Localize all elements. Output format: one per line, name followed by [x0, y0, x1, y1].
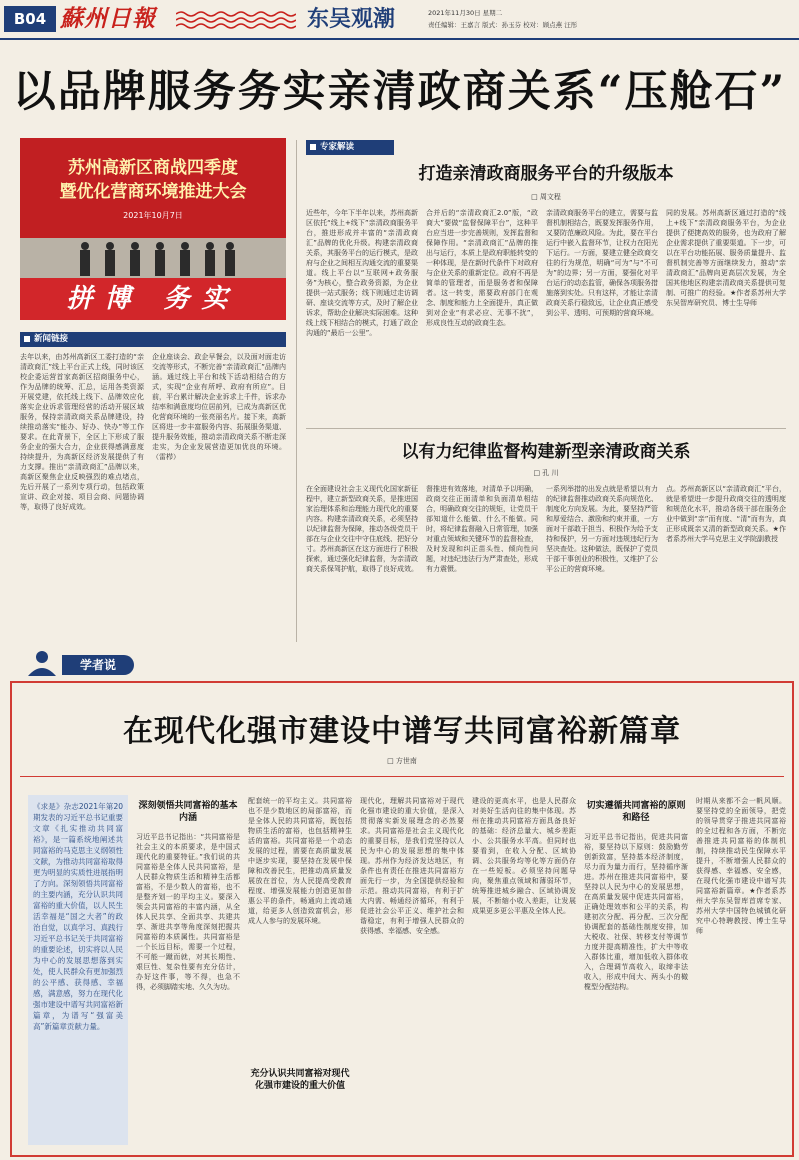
scholar-byline: □ 方世南 [387, 757, 417, 765]
top-rule [0, 38, 799, 40]
paper-logo: 蘇州日報 [60, 5, 156, 32]
photo-title-line1: 苏州高新区商战四季度 [68, 158, 238, 178]
article2-col4: 点。苏州高新区以“亲清政商汇”平台，就是希望进一步提升政商交往的透明度和规范化水平，推动各级干部在服务企业中做到“亲”而有度、“清”而有为，真正形成既亲又清的新型政商关系。★作者系苏州大学马克思主义学院副教授 [666, 485, 786, 543]
section-name: 东吴观潮 [307, 6, 396, 32]
article1-col3: 亲清政商服务平台的建立，需要与监督机制相结合，既要发挥服务作用，又要防范廉政风险。为此，要在平台运行中嵌入监督环节，让权力在阳光下运行。一方面，要建立健全政商交往的行为规范，明确“可为”与“不可为”的边界；另一方面，要强化对平台运行的动态监管，确保各项服务措施落到实处。只有这样，才能让亲清政商关系行稳致远，让企业真正感受到公平、透明、可预期的营商环境。 [546, 209, 658, 317]
col1-heading: 深刻领悟共同富裕的基本内涵 [138, 801, 238, 823]
scholar-headline: 在现代化强市建设中谱写共同富裕新篇章 [123, 714, 681, 749]
scholar-col6: 时期从来都不会一帆风顺。要坚持党的全面领导，把党的领导贯穿于推进共同富裕的全过程和各方面，不断完善推进共同富裕的体制机制，持续推动民生保障水平提升，不断增强人民群众的获得感、幸福感、安全感，在现代化强市建设中谱写共同富裕新篇章。★作者系苏州大学东吴智库首席专家、苏州大学中国特色城镇化研究中心特聘教授、博士生导师 [696, 797, 786, 935]
scholar-col5: 习近平总书记指出，促进共同富裕，要坚持以下原则：鼓励勤劳创新致富，坚持基本经济制度，尽力而为量力而行，坚持循序渐进。苏州在推进共同富裕中，要坚持以人民为中心的发展思想，在高质量发展中促进共同富裕，正确处理效率和公平的关系，构建初次分配、再分配、三次分配协调配套的基础性制度安排，加大税收、社保、转移支付等调节力度并提高精准性，扩大中等收入群体比重，增加低收入群体收入，合理调节高收入，取缔非法收入，形成中间大、两头小的橄榄型分配结构。 [584, 833, 688, 991]
news-link-body-col2: 企业座谈会、政企早餐会，以及面对面走访交流等形式，不断完善“亲清政商汇”品牌内涵。通过线上平台和线下活动相结合的方式，实现“企业有所呼、政府有所应”。目前，平台累计解决企业诉求上千件，诉求办结率和满意度均位居前列，已成为高新区优化营商环境的一张亮丽名片。接下来，高新区将进一步丰富服务内容、拓展服务渠道、提升服务效能，推动亲清政商关系不断走深走实，为企业发展营造更加优良的环境。（雷栉） [152, 353, 286, 461]
photo-slogan: 拼博 务实 [66, 284, 240, 314]
staff-line: 责任编辑：王嘉言 版式：孙玉芬 校对：顾点燕 汪彤 [428, 21, 578, 29]
summary-text: 《求是》杂志2021年第20期发表的习近平总书记重要文章《扎实推动共同富裕》，是一篇系统地阐述共同富裕的马克思主义纲领性文献，为推动共同富裕取得更为明显的实质性进展指明了方向。深刻领悟共同富裕的主要内涵，充分认识共同富裕的重大价值，以人民生活幸福是“国之大者”的政治自觉，以真学习、真践行习近平总书记关于共同富裕的重要论述，切实将以人民为中心的发展思想落到实处，使人民群众有更加强烈的公平感、获得感、幸福感，满意感，努力在现代化强市建设中谱写共同富裕新篇章，为谱写“强富美高”新篇章贡献力量。 [33, 802, 123, 1031]
wave-ornament-icon [176, 8, 296, 32]
column-divider [296, 140, 297, 642]
page-code: B04 [4, 6, 56, 32]
main-headline: 以品牌服务务实亲清政商关系“压舱石” [12, 67, 787, 117]
scholar-col3: 现代化，理解共同富裕对于现代化强市建设的重大价值，是深入贯彻落实新发展理念的必然要求。共同富裕是社会主义现代化的重要目标，是我们党坚持以人民为中心的发展思想的集中体现。苏州作为经济发达地区，有条件也有责任在推进共同富裕方面先行一步，为全国提供经验和示范。推动共同富裕，有利于扩大内需、畅通经济循环，有利于促进社会公平正义、维护社会和谐稳定，有利于增强人民群众的获得感、幸福感、安全感。 [360, 797, 464, 935]
event-photo [20, 138, 286, 320]
scholar-rule [20, 776, 784, 777]
people-silhouette-icon [70, 238, 240, 278]
scholar-col1: 习近平总书记指出：“共同富裕是社会主义的本质要求，是中国式现代化的重要特征。”我们说的共同富裕是全体人民共同富裕，是人民群众物质生活和精神生活都富裕，不是少数人的富裕，也不是整齐划一的平均主义。要深入领会共同富裕的丰富内涵，从全体人民共享、全面共享、共建共享、渐进共享等角度深刻把握共同富裕的本质属性。共同富裕是一个长远目标，需要一个过程，不可能一蹴而就，对其长期性、艰巨性、复杂性要有充分估计，办好这件事，等不得，也急不得，必须脚踏实地、久久为功。 [136, 833, 240, 991]
article1-col1: 近些年，今年下半年以来，苏州高新区依托“线上+线下”亲清政商服务平台，推进形成并丰富的“亲清政商汇”品牌的优化升级。构建亲清政商关系，其服务平台的运行模式，是政府与企业之间相互沟通交流的重要渠道。线上平台以“互联网+政务服务”为核心，整合政务资源，为企业提供一站式服务；线下则通过走访调研、座谈交流等方式，及时了解企业诉求，帮助企业解决实际困难。这种线上线下相结合的模式，打通了政企沟通的“最后一公里”。 [306, 209, 418, 337]
article1-col4: 同的发展。苏州高新区通过打造的“线上+线下”亲清政商服务平台，为企业提供了便捷高效的服务，也为政府了解企业需求提供了重要渠道。下一步，可以在平台功能拓展、服务质量提升、监督机制完善等方面继续发力，推动“亲清政商汇”品牌向更高层次发展，为全国其他地区构建亲清政商关系提供可复制、可推广的经验。★作者系苏州大学东吴智库研究员、博士生导师 [666, 209, 786, 307]
date-line: 2021年11月30日 星期二 [428, 9, 503, 17]
article1-title: 打造亲清政商服务平台的升级版本 [418, 164, 674, 184]
section-divider [306, 428, 786, 429]
news-link-body-col1: 去年以来，由苏州高新区工委打造的“亲清政商汇”线上平台正式上线，同时该区校企委运营首家高新区招商服务中心，作为品牌的统筹、汇总，运用各类资源开展党建，依托线上线下、品牌效应化落实企业诉求管理经营的活动开展区域服务，保持亲清政商关系品牌建设，持续推动落实“能办、好办、快办”等工作要求。在此背景下，全区上下形成了服务企业的强大合力，企业获得感满意度持续提升，为高新区经济发展提供了有力支撑。推出“亲清政商汇”品牌以来，高新区聚焦企业反映强烈的难点堵点，先后开展了一系列专项行动，包括政策宣讲、政企对接、项目会商、问题协调等，取得了良好成效。 [20, 353, 144, 511]
article2-byline: □ 孔 川 [533, 469, 559, 477]
photo-title-line2: 暨优化营商环境推进大会 [59, 182, 247, 202]
summary-box [28, 795, 128, 1145]
article1-byline: □ 周文程 [531, 193, 561, 201]
scholar-col2: 配套统一的平均主义。共同富裕也不是少数地区的局部富裕，而是全体人民的共同富裕，既包括物质生活的富裕，也包括精神生活的富裕。共同富裕是一个动态发展的过程，需要在高质量发展中逐步实现，要坚持在发展中保障和改善民生，把推动高质量发展放在首位，为人民提高受教育程度、增强发展能力创造更加普惠公平的条件，畅通向上流动通道，给更多人创造致富机会，形成人人参与的发展环境。 [248, 797, 352, 925]
scholar-tag: 学者说 [62, 655, 134, 675]
photo-date: 2021年10月7日 [123, 211, 183, 220]
news-link-tag: 新闻链接 [20, 332, 286, 347]
article1-col2: 合并后的“亲清政商汇2.0”版，“政商大”要做“监督保障平台”，这种平台应当进一步完善规则，发挥监督和保障作用。“亲清政商汇”品牌的推出与运行，本质上是政府职能转变的一种体现，是在新时代条件下对政府与企业关系的重新定位。政府不再是简单的管理者，而是服务者和保障者。这一转变，需要政府部门在观念、制度和能力上全面提升，真正做到对企业“有求必应、无事不扰”，形成良性互动的政商生态。 [426, 209, 538, 327]
col5-heading: 切实遵循共同富裕的原则和路径 [586, 801, 686, 823]
expert-tag: 专家解读 [306, 140, 394, 155]
article2-col3: 一系列举措的出发点就是希望以有力的纪律监督推动政商关系向规范化、制度化方向发展。为此，要坚持严管和厚爱结合、激励和约束并重，一方面对干部敢于担当、积极作为给予支持和保护，另一方面对违规违纪行为坚决查处。这种做法，既保护了党员干部干事创业的积极性，又维护了公平公正的营商环境。 [546, 485, 658, 573]
article2-title: 以有力纪律监督构建新型亲清政商关系 [401, 442, 691, 462]
scholar-col4: 建设的更高水平，也是人民群众对美好生活向往的集中体现。苏州在推动共同富裕方面具备良好的基础：经济总量大、城乡差距小、公共服务水平高。但同时也要看到，在收入分配、区域协调、公共服务均等化等方面仍存在一些短板。必须坚持问题导向，聚焦重点领域和薄弱环节，统筹推进城乡融合、区域协调发展，不断缩小收入差距，让发展成果更多更公平惠及全体人民。 [472, 797, 576, 915]
col2-heading: 充分认识共同富裕对现代化强市建设的重大价值 [250, 1069, 350, 1091]
article2-col2: 督推进有效落地，对清单予以明确，政商交往正面清单和负面清单相结合，明确政商交往的规矩，让党员干部知道什么能做、什么不能做。同时，将纪律监督融入日常管理，加强对重点领域和关键环节的监督检查，及时发现和纠正苗头性、倾向性问题，对违纪违法行为严肃查处，形成有力震慑。 [426, 485, 538, 573]
article2-col1: 在全面建设社会主义现代化国家新征程中，建立新型政商关系，是推进国家治理体系和治理能力现代化的重要内容。构建亲清政商关系，必须坚持以纪律监督为保障，推动各级党员干部在与企业交往中守住底线、把好分寸。苏州高新区在这方面进行了积极探索，通过强化纪律监督，为亲清政商关系保驾护航，取得了良好成效。 [306, 485, 418, 573]
